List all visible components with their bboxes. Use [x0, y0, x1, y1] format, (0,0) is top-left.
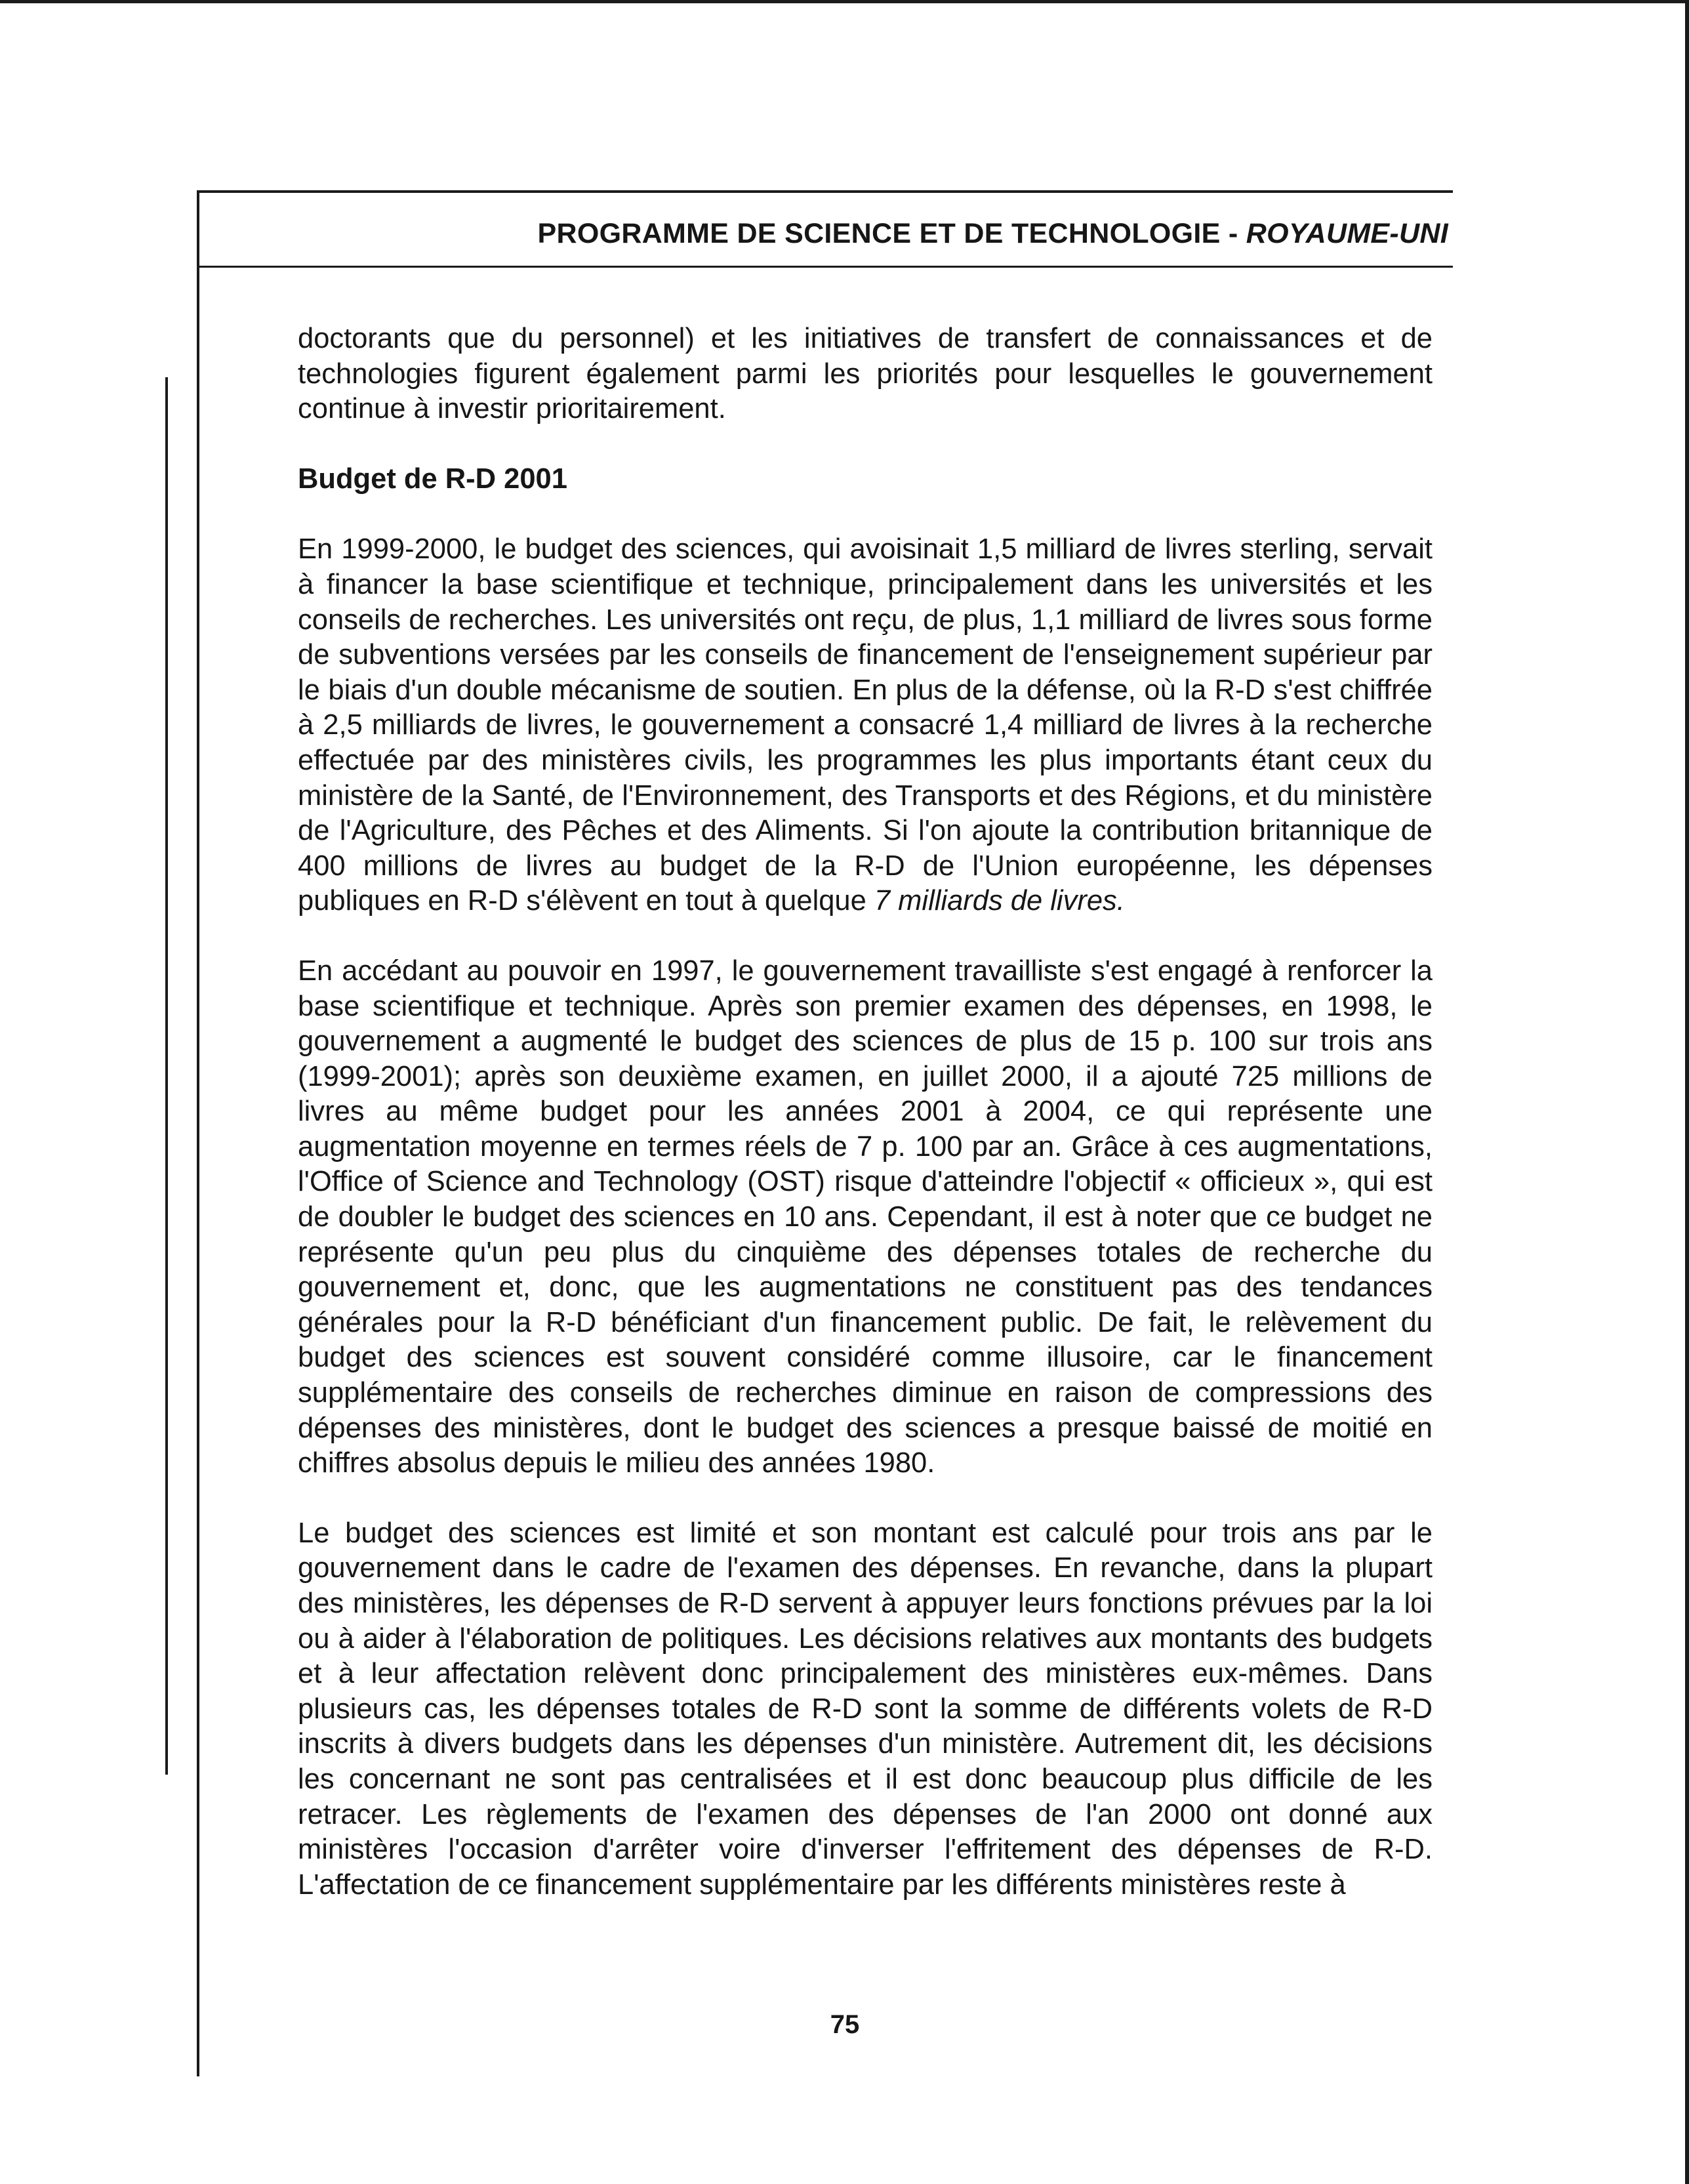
page-frame-left-rule — [197, 190, 199, 2076]
paragraph-1 — [298, 532, 1433, 919]
running-header-country: ROYAUME-UNI — [1246, 218, 1448, 249]
paragraph-3: Le budget des sciences est limité et son montant est calculé pour trois ans par le gouvernement dans le cadre de l'examen des dépenses. En revanche, dans la plupart des ministères, les dépenses de R-D servent à appuyer leurs fonctions prévues par la loi ou à aider à l'élaboration de politiques. Les décisions relatives aux montants des budgets et à leur affectation relèvent donc principalement des ministères eux-mêmes. Dans plusieurs cas, les dépenses totales de R-D sont la somme de différents volets de R-D inscrits à divers budgets dans les dépenses d'un ministère. Autrement dit, les décisions les concernant ne sont pas centralisées et il est donc beaucoup plus difficile de les retracer. Les règlements de l'examen des dépenses de l'an 2000 ont donné aux ministères l'occasion d'arrêter voire d'inverser l'effritement des dépenses de R-D. L'affectation de ce financement supplémentaire par les différents ministères reste à — [298, 1517, 1433, 1901]
running-header-title: PROGRAMME DE SCIENCE ET DE TECHNOLOGIE - — [537, 218, 1246, 249]
header-rule-bottom — [197, 266, 1453, 268]
section-heading: Budget de R-D 2001 — [298, 463, 567, 495]
paragraph-1-text: En 1999-2000, le budget des sciences, qui avoisinait 1,5 milliard de livres sterling, servait à financer la base scientifique et technique, principalement dans les universités et les conseils de recherches. Les universités ont reçu, de plus, 1,1 milliard de livres sous forme de subventions versées par les conseils de financement de l'enseignement supérieur par le biais d'un double mécanisme de soutien. En plus de la défense, où la R-D s'est chiffrée à 2,5 milliards de livres, le gouvernement a consacré 1,4 milliard de livres à la recherche effectuée par des ministères civils, les programmes les plus importants étant ceux du ministère de la Santé, de l'Environnement, des Transports et des Régions, et du ministère de l'Agriculture, des Pêches et des Aliments. Si l'on ajoute la contribution britannique de 400 millions de livres au budget de la R-D de l'Union européenne, les dépenses publiques en R-D s'élèvent en tout à quelque — [298, 533, 1433, 917]
running-header — [197, 218, 1448, 250]
margin-change-bar — [165, 377, 168, 1775]
paragraph-1-emphasis: 7 milliards de livres. — [874, 885, 1125, 917]
main-content — [298, 321, 1433, 1903]
scan-right-edge — [1685, 0, 1689, 2184]
header-rule-top — [197, 190, 1453, 193]
paragraph-2: En accédant au pouvoir en 1997, le gouvernement travailliste s'est engagé à renforcer la base scientifique et technique. Après son premier examen des dépenses, en 1998, le gouvernement a augmenté le budget des sciences de plus de 15 p. 100 sur trois ans (1999-2001); après son deuxième examen, en juillet 2000, il a ajouté 725 millions de livres au même budget pour les années 2001 à 2004, ce qui représente une augmentation moyenne en termes réels de 7 p. 100 par an. Grâce à ces augmentations, l'Office of Science and Technology (OST) risque d'atteindre l'objectif « officieux », qui est de doubler le budget des sciences en 10 ans. Cependant, il est à noter que ce budget ne représente qu'un peu plus du cinquième des dépenses totales de recherche du gouvernement et, donc, que les augmentations ne constituent pas des tendances générales pour la R-D bénéficiant d'un financement public. De fait, le relèvement du budget des sciences est souvent considéré comme illusoire, car le financement supplémentaire des conseils de recherches diminue en raison de compressions des dépenses des ministères, dont le budget des sciences a presque baissé de moitié en chiffres absolus depuis le milieu des années 1980. — [298, 955, 1433, 1479]
intro-paragraph: doctorants que du personnel) et les initiatives de transfert de connaissances et de technologies figurent également parmi les priorités pour lesquelles le gouvernement continue à investir prioritairement. — [298, 323, 1433, 425]
scan-top-edge — [0, 0, 1689, 3]
page-number: 75 — [830, 2010, 860, 2039]
